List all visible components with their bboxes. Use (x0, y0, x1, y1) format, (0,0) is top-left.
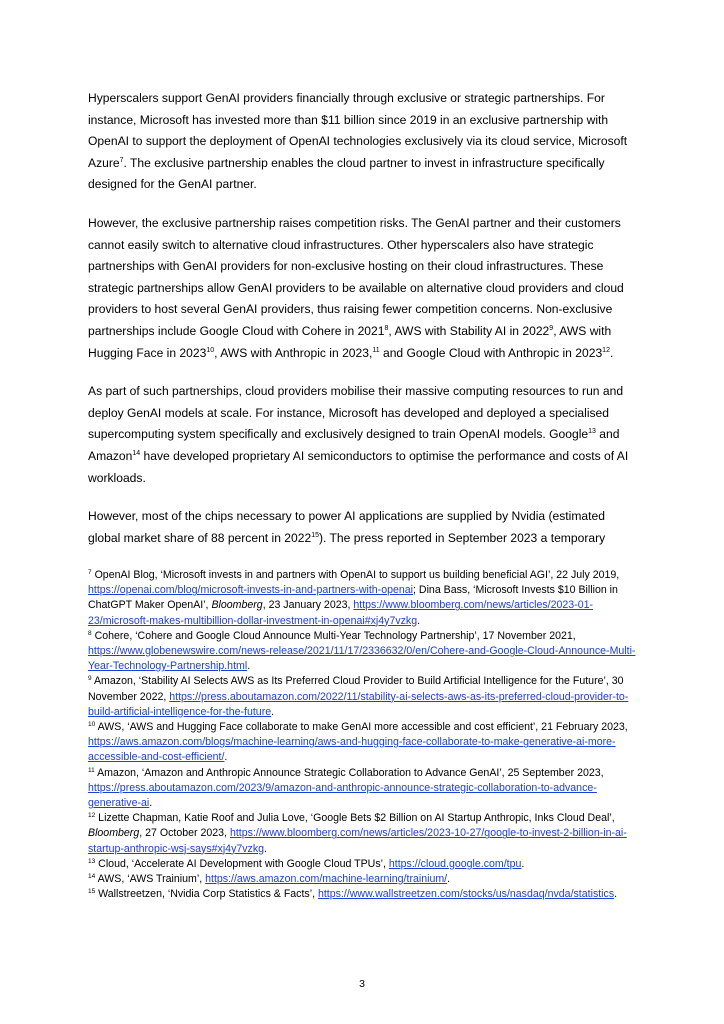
footnote-ref: 15 (311, 531, 319, 539)
page-number: 3 (359, 978, 365, 990)
paragraph: However, the exclusive partnership raises competition risks. The GenAI partner and their customers cannot easily switch to alternative cloud infrastructures. Other hyperscalers also have strategic partnerships with GenAI providers for non-exclusive hosting on their cloud infrastructures. These strategic partnerships allow GenAI providers to be available on alternative cloud providers and cloud providers to host several GenAI providers, thus raising fewer competition concerns. Non-exclusive partnerships include Google Cloud with Cohere in 2021$^8$, AWS with Stability AI in 2022$^9$, AWS with Hugging Face in 2023$^{10}$, AWS with Anthropic in 2023,11 and Google Cloud with Anthropic in 2023$^{12}$. (88, 215, 624, 360)
footnote-14: $^{14}$ AWS, ‘AWS Trainium’, https://aws.amazon.com/machine-learning/trainium/. (88, 873, 451, 886)
footnote-link[interactable]: https://press.aboutamazon.com/2022/11/stability-ai-selects-aws-as-its-preferred-cloud-provider-to-build-artificial-intelligence-for-the-future (88, 690, 629, 718)
footnote-10: $^{10}$ AWS, ‘AWS and Hugging Face collaborate to make GenAI more accessible and cost efficient’, 21 February 2023, https://aws.amazon.com/blogs/machine-learning/aws-and-hugging-face-collaborate-to-make-generative-ai-more-accessible-and-cost-efficient/. (88, 721, 628, 764)
footnote-11: $^{11}$ Amazon, ‘Amazon and Anthropic Announce Strategic Collaboration to Advance GenAI’, 25 September 2023, https://press.aboutamazon.com/2023/9/amazon-and-anthropic-announce-strategic-collaboration-to-advance-generative-ai. (88, 766, 604, 810)
footnote-12: $^{12}$ Lizette Chapman, Katie Roof and Julia Love, ‘Google Bets $2 Billion on AI Startup Anthropic, Inks Cloud Deal’, Bloomberg, 27 October 2023, https://www.bloomberg.com/news/articles/2023-10-27/google-to-invest-2-billion-in-ai-startup-anthropic-wsj-says#xj4y7vzkg. (88, 812, 627, 855)
footnote-link[interactable]: https://aws.amazon.com/blogs/machine-learning/aws-and-hugging-face-collaborate-to-make-generative-ai-more-accessible-and-cost-efficient/ (88, 736, 616, 764)
footnote-ref: 13 (588, 428, 596, 436)
body-text (88, 88, 636, 566)
footnote-ref: 11 (372, 346, 380, 354)
footnote-8: $^8$ Cohere, ‘Cohere and Google Cloud Announce Multi-Year Technology Partnership’, 17 November 2021, https://www.globenewswire.com/news-release/2021/11/17/2336632/0/en/Cohere-and-Google-Cloud-Announce-Multi-Year-Technology-Partnership.html. (88, 629, 636, 673)
footnote-9: $^9$ Amazon, ‘Stability AI Selects AWS as Its Preferred Cloud Provider to Build Artificial Intelligence for the Future’, 30 November 2022, https://press.aboutamazon.com/2022/11/stability-ai-selects-aws-as-its-preferred-cloud-provider-to-build-artificial-intelligence-for-the-future. (88, 675, 629, 718)
footnote-ref: 7 (119, 156, 124, 164)
footnote-link[interactable]: https://www.wallstreetzen.com/stocks/us/nasdaq/nvda/statistics (317, 888, 615, 901)
footnote-link[interactable]: https://cloud.google.com/tpu (388, 857, 522, 870)
footnote-ref: 8 (384, 324, 389, 332)
footnote-link[interactable]: https://press.aboutamazon.com/2023/9/amazon-and-anthropic-announce-strategic-collaboration-to-advance-generative-ai (88, 781, 597, 810)
footnote-7: $^7$ OpenAI Blog, ‘Microsoft invests in and partners with OpenAI to support us building beneficial AGI’, 22 July 2019, https://openai.com/blog/microsoft-invests-in-and-partners-with-openai; Dina Bass, ‘Microsoft Invests $10 Billion in ChatGPT Maker OpenAI’, Bloomberg, 23 January 2023, https://www.bloomberg.com/news/articles/2023-01-23/microsoft-makes-multibillion-dollar-investment-in-openai#xj4y7vzkg. (88, 569, 620, 627)
footnotes-section (88, 568, 648, 902)
footnote-link[interactable]: https://www.globenewswire.com/news-release/2021/11/17/2336632/0/en/Cohere-and-Google-Cloud-Announce-Multi-Year-Technology-Partnership.html (88, 645, 636, 673)
footnote-15: $^{15}$ Wallstreetzen, ‘Nvidia Corp Statistics & Facts’, https://www.wallstreetzen.com/stocks/us/nasdaq/nvda/statistics. (88, 888, 618, 901)
footnote-ref: 14 (132, 449, 141, 457)
paragraph: However, most of the chips necessary to power AI applications are supplied by Nvidia (estimated global market share of 88 percent in 2022$^{15}$). The press reported in September 2023 a temporary (88, 509, 606, 545)
paragraph: Hyperscalers support GenAI providers financially through exclusive or strategic partnerships. For instance, Microsoft has invested more than $11 billion since 2019 in an exclusive partnership with OpenAI to support the deployment of OpenAI technologies exclusively via its cloud service, Microsoft Azure$^7$. The exclusive partnership enables the cloud partner to invest in infrastructure specifically designed for the GenAI partner. (88, 91, 628, 192)
footnote-13: $^{13}$ Cloud, ‘Accelerate AI Development with Google Cloud TPUs’, https://cloud.google.com/tpu. (88, 857, 525, 870)
footnote-link[interactable]: https://www.bloomberg.com/news/articles/2023-10-27/google-to-invest-2-billion-in-ai-startup-anthropic-wsj-says#xj4y7vzkg (88, 827, 627, 855)
footnote-link[interactable]: https://openai.com/blog/microsoft-invests-in-and-partners-with-openai (88, 584, 414, 597)
footnote-ref: 9 (549, 324, 554, 332)
footnote-link[interactable]: https://aws.amazon.com/machine-learning/trainium/ (205, 873, 448, 886)
footnote-ref: 12 (602, 346, 610, 354)
footnote-link[interactable]: https://www.bloomberg.com/news/articles/2023-01-23/microsoft-makes-multibillion-dollar-investment-in-openai#xj4y7vzkg (88, 599, 594, 627)
footnote-ref: 10 (206, 346, 215, 354)
paragraph: As part of such partnerships, cloud providers mobilise their massive computing resources to run and deploy GenAI models at scale. For instance, Microsoft has developed and deployed a specialised supercomputing system specifically and exclusively designed to train OpenAI models. Google$^{13}$ and Amazon$^{14}$ have developed proprietary AI semiconductors to optimise the performance and costs of AI workloads. (88, 384, 629, 485)
